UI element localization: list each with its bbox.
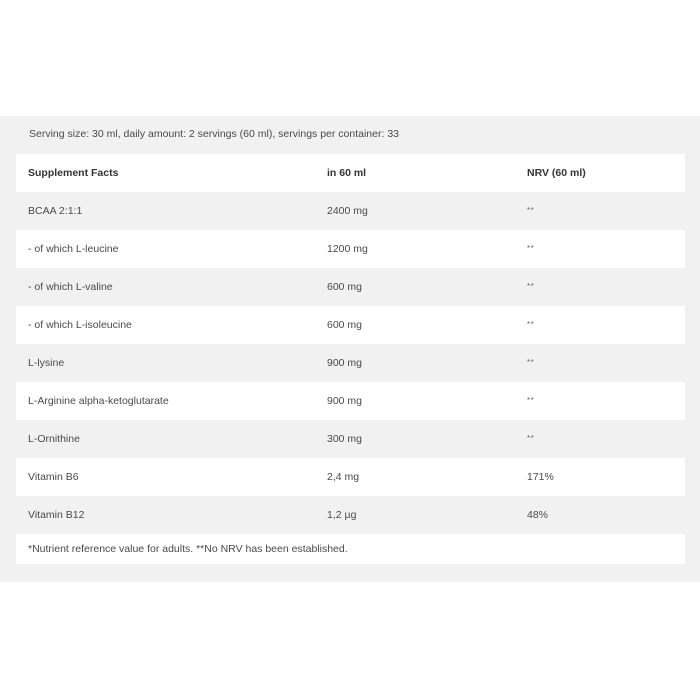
row-nrv: ** [527,282,535,291]
table-row [16,496,685,534]
row-name: L-Arginine alpha-ketoglutarate [28,395,169,407]
header-nrv: NRV (60 ml) [527,167,586,179]
header-supplement-facts: Supplement Facts [28,167,119,179]
table-row [16,306,685,344]
header-amount: in 60 ml [327,167,367,179]
table-row [16,420,685,458]
row-nrv: ** [527,244,535,253]
row-nrv: ** [527,320,535,329]
table-row [16,458,685,496]
footnote-text: *Nutrient reference value for adults. **No NRV has been established. [28,543,348,555]
row-amount: 900 mg [327,357,363,369]
row-name: - of which L-isoleucine [28,319,132,331]
row-amount: 1,2 µg [327,509,357,521]
row-amount: 900 mg [327,395,363,407]
row-nrv: 48% [527,509,549,521]
table-row [16,230,685,268]
row-nrv: ** [527,206,535,215]
table-header-row [16,154,685,192]
row-amount: 600 mg [327,319,363,331]
row-name: L-lysine [28,357,65,369]
row-name: Vitamin B6 [28,471,79,483]
row-name: - of which L-leucine [28,243,119,255]
row-nrv: ** [527,396,535,405]
row-amount: 2,4 mg [327,471,360,483]
row-name: Vitamin B12 [28,509,85,521]
supplement-facts-table [16,154,685,564]
row-amount: 2400 mg [327,205,368,217]
table-row [16,344,685,382]
table-row [16,192,685,230]
table-row [16,382,685,420]
row-nrv: 171% [527,471,554,483]
row-name: L-Ornithine [28,433,80,445]
table-row [16,268,685,306]
footnote-row [16,534,685,564]
row-name: - of which L-valine [28,281,113,293]
row-nrv: ** [527,358,535,367]
row-name: BCAA 2:1:1 [28,205,83,217]
serving-info: Serving size: 30 ml, daily amount: 2 servings (60 ml), servings per container: 33 [29,128,399,140]
row-amount: 1200 mg [327,243,368,255]
row-amount: 300 mg [327,433,363,445]
row-amount: 600 mg [327,281,363,293]
row-nrv: ** [527,434,535,443]
